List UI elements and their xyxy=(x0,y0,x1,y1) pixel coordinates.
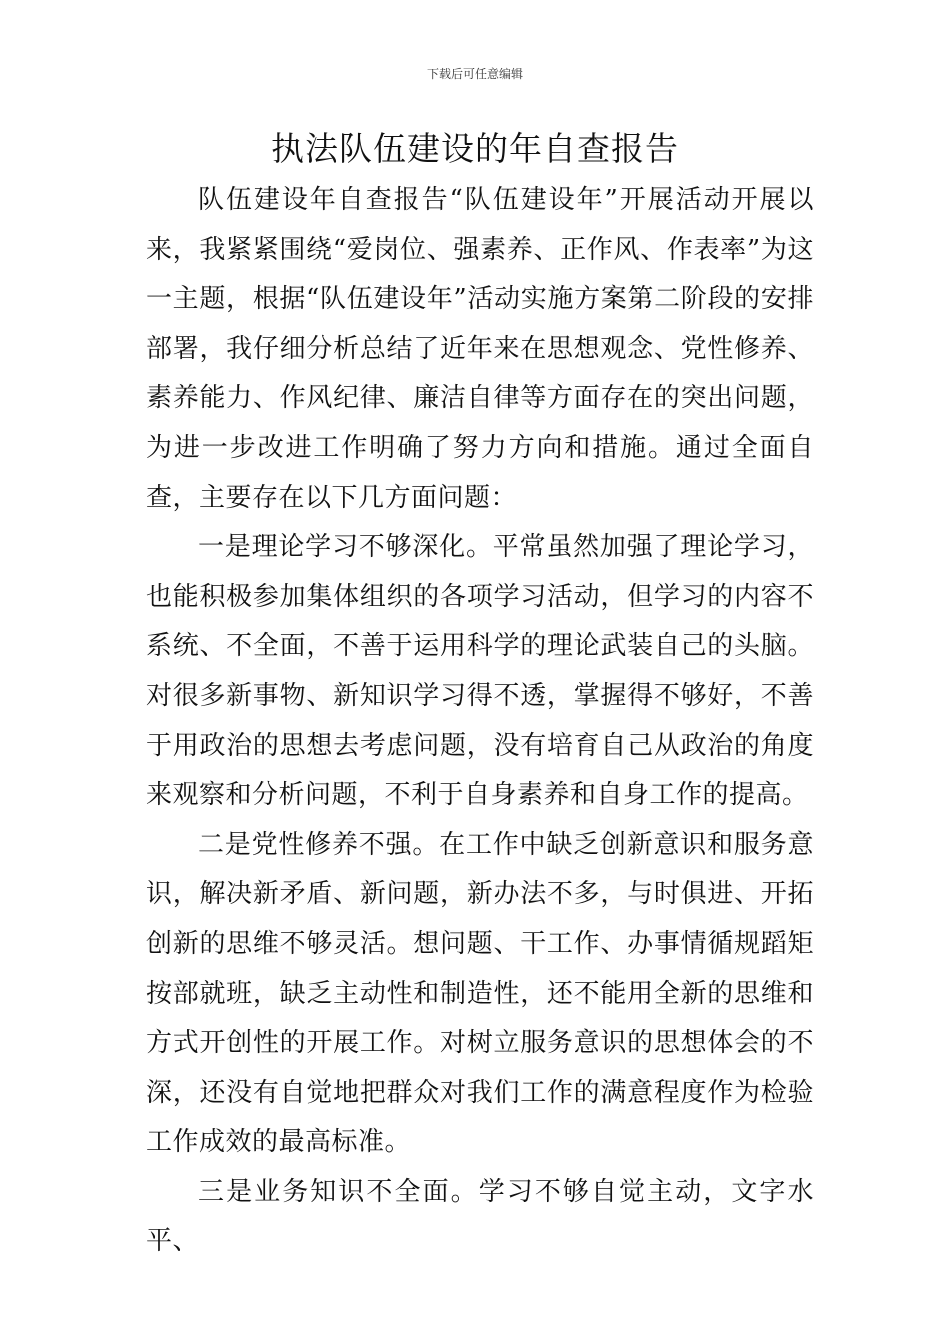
header-note: 下载后可任意编辑 xyxy=(426,67,523,81)
document-body xyxy=(146,176,814,1267)
paragraph-intro: 队伍建设年自查报告“队伍建设年”开展活动开展以来，我紧紧围绕“爱岗位、强素养、正作风、作表率”为这一主题，根据“队伍建设年”活动实施方案第二阶段的安排部署，我仔细分析总结了近年来在思想观念、党性修养、素养能力、作风纪律、廉洁自律等方面存在的突出问题，为进一步改进工作明确了努力方向和措施。通过全面自查，主要存在以下几方面问题： xyxy=(146,185,814,513)
paragraph-party-spirit: 二是党性修养不强。在工作中缺乏创新意识和服务意识，解决新矛盾、新问题，新办法不多，与时俱进、开拓创新的思维不够灵活。想问题、干工作、办事情循规蹈矩按部就班，缺乏主动性和制造性，还不能用全新的思维和方式开创性的开展工作。对树立服务意识的思想体会的不深，还没有自觉地把群众对我们工作的满意程度作为检验工作成效的最高标准。 xyxy=(146,829,814,1158)
paragraph-business-knowledge: 三是业务知识不全面。学习不够自觉主动，文字水平、 xyxy=(146,1176,814,1257)
document-title: 执法队伍建设的年自查报告 xyxy=(271,129,679,168)
paragraph-theory-study: 一是理论学习不够深化。平常虽然加强了理论学习，也能积极参加集体组织的各项学习活动，但学习的内容不系统、不全面，不善于运用科学的理论武装自己的头脑。对很多新事物、新知识学习得不透，掌握得不够好，不善于用政治的思想去考虑问题，没有培育自己从政治的角度来观察和分析问题，不利于自身素养和自身工作的提高。 xyxy=(146,532,814,811)
